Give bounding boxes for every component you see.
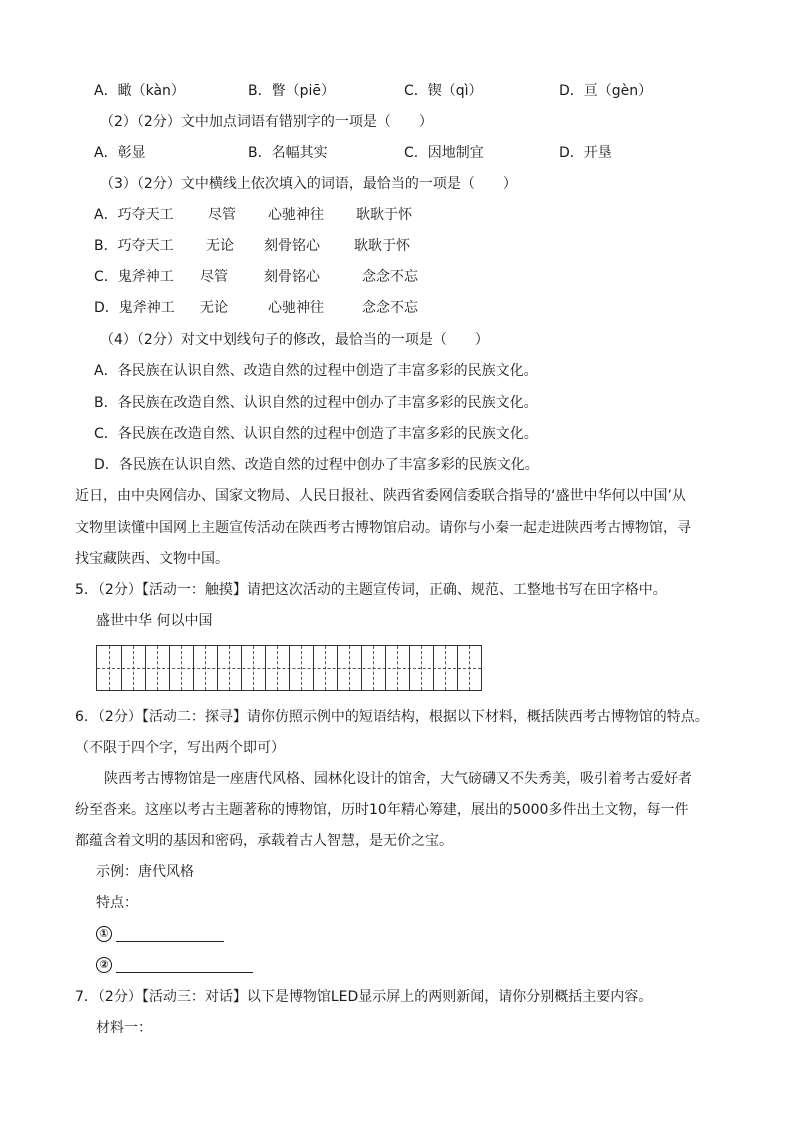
grid-cell[interactable] [361, 646, 385, 690]
answer-blank-1[interactable] [116, 941, 224, 942]
q4-option-d: D．各民族在认识自然、改造自然的过程中创办了丰富多彩的民族文化。 [94, 457, 539, 473]
intro-line-1: 近日，由中央网信办、国家文物局、人民日报社、陕西省委网信委联合指导的‘盛世中华何以中国’从 [75, 488, 686, 504]
blank-number-1: ① [96, 926, 112, 942]
grid-cell[interactable] [193, 646, 217, 690]
grid-cell[interactable] [409, 646, 433, 690]
q6-passage-line-2: 纷至沓来。这座以考古主题著称的博物馆，历时10年精心筹建，展出的5000多件出土文物，每一件 [75, 802, 689, 818]
grid-cell[interactable] [121, 646, 145, 690]
q5-slogan: 盛世中华 何以中国 [96, 613, 213, 629]
q3-c-word-1: C．鬼斧神工 [94, 269, 174, 285]
q3-b-word-2: 无论 [206, 238, 234, 254]
q5-stem: 5．（2分）【活动一：触摸】请把这次活动的主题宣传词，正确、规范、工整地书写在田字格中。 [75, 582, 667, 598]
q3-b-word-1: B．巧夺天工 [94, 238, 174, 254]
q3-d-word-1: D．鬼斧神工 [94, 300, 175, 316]
grid-cell[interactable] [313, 646, 337, 690]
q4-option-a: A．各民族在认识自然、改造自然的过程中创造了丰富多彩的民族文化。 [94, 363, 538, 379]
grid-cell[interactable] [457, 646, 481, 690]
q1-option-c: C．锲（qì） [404, 83, 483, 99]
q3-d-word-2: 无论 [200, 300, 228, 316]
q1-option-d: D．亘（gèn） [559, 83, 653, 99]
q2-stem: （2）（2分）文中加点词语有错别字的一项是（ ） [100, 114, 433, 130]
q2-option-a: A．彰显 [94, 145, 146, 161]
q3-a-word-3: 心驰神往 [268, 207, 324, 223]
q4-option-b: B．各民族在改造自然、认识自然的过程中创办了丰富多彩的民族文化。 [94, 395, 538, 411]
grid-cell[interactable] [385, 646, 409, 690]
grid-cell[interactable] [289, 646, 313, 690]
q2-option-d: D．开垦 [559, 145, 612, 161]
q6-passage-line-1: 陕西考古博物馆是一座唐代风格、园林化设计的馆舍，大气磅礴又不失秀美，吸引着考古爱好者 [104, 771, 692, 787]
q6-passage-line-3: 都蕴含着文明的基因和密码，承载着古人智慧，是无价之宝。 [75, 833, 453, 849]
q6-example: 示例：唐代风格 [96, 864, 194, 880]
q3-c-word-2: 尽管 [200, 269, 228, 285]
q1-option-a: A．瞰（kàn） [94, 83, 185, 99]
blank-number-2: ② [96, 957, 112, 973]
intro-line-2: 文物里读懂中国网上主题宣传活动在陕西考古博物馆启动。请你与小秦一起走进陕西考古博物馆，寻 [75, 520, 691, 536]
q3-c-word-4: 念念不忘 [362, 269, 418, 285]
q3-a-word-2: 尽管 [208, 207, 236, 223]
grid-cell[interactable] [265, 646, 289, 690]
tianzige-grid[interactable] [96, 645, 482, 691]
q2-option-b: B．名幅其实 [248, 145, 328, 161]
grid-cell[interactable] [145, 646, 169, 690]
grid-cell[interactable] [169, 646, 193, 690]
q3-a-word-4: 耿耿于怀 [356, 207, 412, 223]
q2-option-c: C．因地制宜 [404, 145, 484, 161]
q3-d-word-3: 心驰神往 [268, 300, 324, 316]
q3-c-word-3: 刻骨铭心 [264, 269, 320, 285]
q7-stem: 7．（2分）【活动三：对话】以下是博物馆LED显示屏上的两则新闻，请你分别概括主要内容。 [75, 989, 653, 1005]
q1-option-b: B．瞥（piē） [248, 83, 335, 99]
q3-b-word-3: 刻骨铭心 [264, 238, 320, 254]
q6-note: （不限于四个字，写出两个即可） [75, 740, 285, 756]
q3-a-word-1: A．巧夺天工 [94, 207, 174, 223]
q6-features-label: 特点： [96, 895, 138, 911]
q3-b-word-4: 耿耿于怀 [354, 238, 410, 254]
grid-cell[interactable] [97, 646, 121, 690]
grid-cell[interactable] [337, 646, 361, 690]
intro-line-3: 找宝藏陕西、文物中国。 [75, 551, 229, 567]
answer-blank-2[interactable] [116, 972, 253, 973]
q3-d-word-4: 念念不忘 [362, 300, 418, 316]
q4-option-c: C．各民族在改造自然、认识自然的过程中创造了丰富多彩的民族文化。 [94, 426, 538, 442]
grid-cell[interactable] [241, 646, 265, 690]
q4-stem: （4）（2分）对文中划线句子的修改，最恰当的一项是（ ） [100, 332, 489, 348]
q6-stem: 6．（2分）【活动二：探寻】请你仿照示例中的短语结构，根据以下材料，概括陕西考古博物馆的特点。 [75, 709, 709, 725]
q7-material-label: 材料一： [96, 1020, 152, 1036]
grid-cell[interactable] [433, 646, 457, 690]
q3-stem: （3）（2分）文中横线上依次填入的词语，最恰当的一项是（ ） [100, 176, 517, 192]
grid-cell[interactable] [217, 646, 241, 690]
